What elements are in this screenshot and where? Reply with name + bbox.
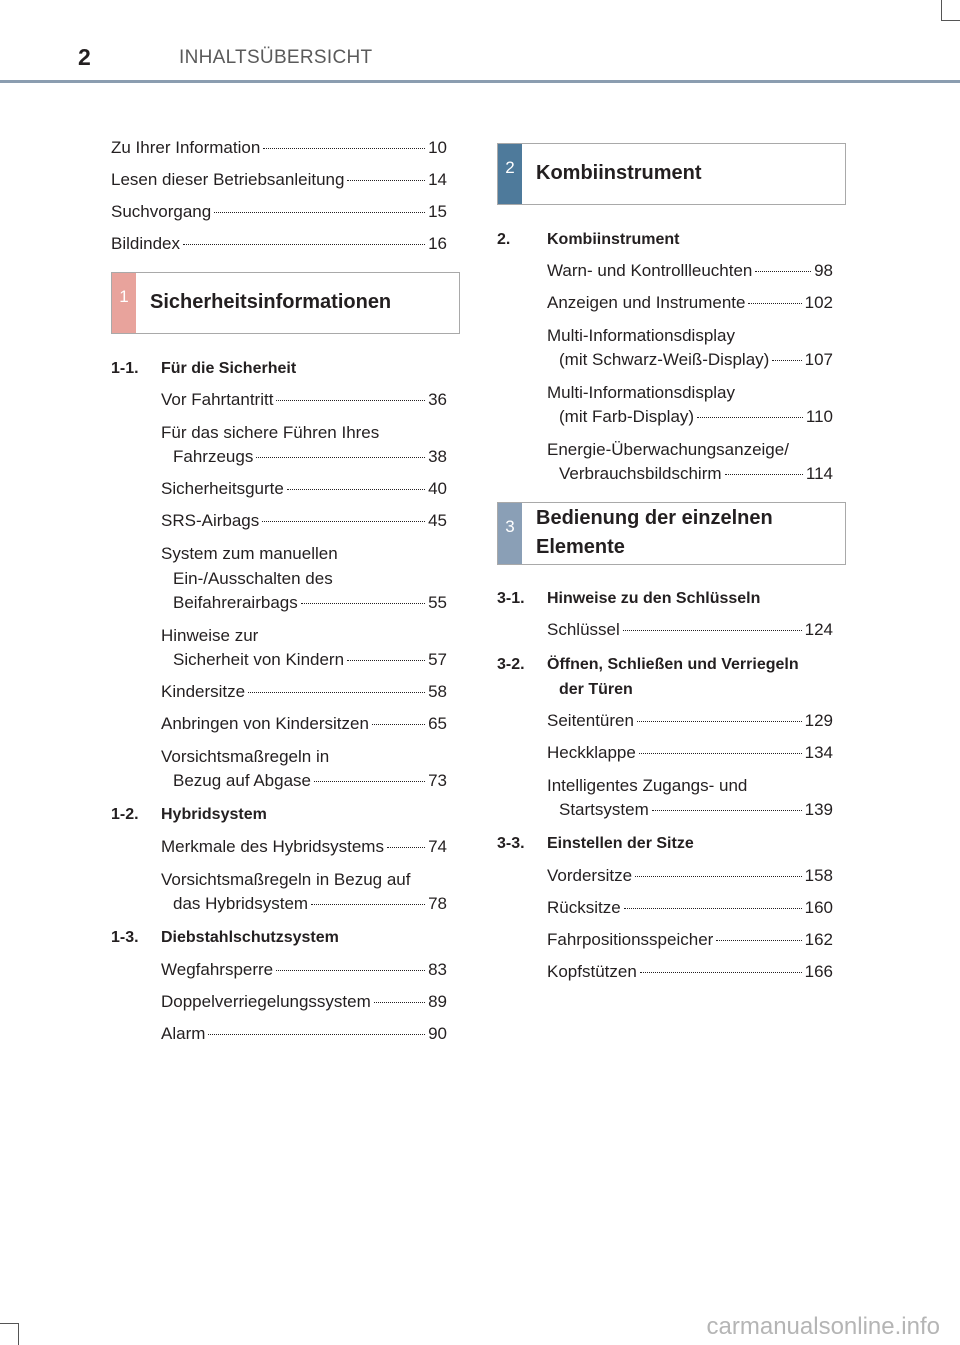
toc-entry[interactable]: Anzeigen und Instrumente 102 xyxy=(547,293,833,312)
toc-entry[interactable]: Suchvorgang 15 xyxy=(111,202,447,221)
toc-entry[interactable]: Fahrzeugs 38 xyxy=(173,447,447,466)
chapter-tab: 3 xyxy=(498,503,522,564)
chapter-title: Bedienung der einzelnen xyxy=(536,507,773,529)
toc-entry[interactable]: Heckklappe 134 xyxy=(547,743,833,762)
toc-entry-line: Intelligentes Zugangs- und xyxy=(547,776,748,795)
crop-mark xyxy=(941,0,942,20)
toc-entry[interactable]: Vor Fahrtantritt 36 xyxy=(161,390,447,409)
toc-entry[interactable]: Beifahrerairbags 55 xyxy=(173,593,447,612)
watermark: carmanualsonline.info xyxy=(706,1313,940,1340)
toc-entry[interactable]: Lesen dieser Betriebsanleitung 14 xyxy=(111,170,447,189)
toc-entry[interactable]: das Hybridsystem 78 xyxy=(173,894,447,913)
chapter-title: Elemente xyxy=(536,536,625,558)
header-divider xyxy=(0,80,960,83)
crop-mark xyxy=(0,1323,18,1324)
crop-mark xyxy=(18,1323,19,1345)
section-heading-line: der Türen xyxy=(559,681,633,698)
toc-entry[interactable]: Kopfstützen 166 xyxy=(547,962,833,981)
toc-entry[interactable]: Verbrauchsbildschirm 114 xyxy=(559,464,833,483)
toc-entry[interactable]: Sicherheit von Kindern 57 xyxy=(173,650,447,669)
toc-entry[interactable]: Rücksitze 160 xyxy=(547,898,833,917)
toc-entry[interactable]: Alarm 90 xyxy=(161,1024,447,1043)
toc-entry-line: Energie-Überwachungsanzeige/ xyxy=(547,440,789,459)
toc-entry[interactable]: Kindersitze 58 xyxy=(161,682,447,701)
page-number: 2 xyxy=(78,44,91,70)
chapter-2-header[interactable] xyxy=(497,143,846,205)
chapter-tab: 1 xyxy=(112,273,136,333)
toc-entry-line: Für das sichere Führen Ihres xyxy=(161,423,380,442)
toc-entry[interactable]: Doppelverriegelungssystem 89 xyxy=(161,992,447,1011)
toc-entry[interactable]: Seitentüren 129 xyxy=(547,711,833,730)
chapter-title: Sicherheitsinformationen xyxy=(150,291,392,313)
toc-entry[interactable]: (mit Schwarz-Weiß-Display) 107 xyxy=(559,350,833,369)
page-title: INHALTSÜBERSICHT xyxy=(179,47,373,68)
toc-entry-line: Ein-/Ausschalten des xyxy=(173,569,333,588)
chapter-3-header[interactable] xyxy=(497,502,846,565)
toc-entry[interactable]: Bildindex 16 xyxy=(111,234,447,253)
toc-entry[interactable]: Bezug auf Abgase 73 xyxy=(173,771,447,790)
toc-entry[interactable]: Sicherheitsgurte 40 xyxy=(161,479,447,498)
toc-entry-line: Vorsichtsmaßregeln in Bezug auf xyxy=(161,870,411,889)
toc-entry-line: Hinweise zur xyxy=(161,626,259,645)
crop-mark xyxy=(941,20,960,21)
toc-entry[interactable]: Wegfahrsperre 83 xyxy=(161,960,447,979)
toc-entry[interactable]: (mit Farb-Display) 110 xyxy=(559,407,833,426)
toc-entry[interactable]: Warn- und Kontrollleuchten 98 xyxy=(547,261,833,280)
toc-entry[interactable]: SRS-Airbags 45 xyxy=(161,511,447,530)
toc-entry[interactable]: Fahrpositionsspeicher 162 xyxy=(547,930,833,949)
toc-entry[interactable]: Vordersitze 158 xyxy=(547,866,833,885)
toc-entry[interactable]: Zu Ihrer Information 10 xyxy=(111,138,447,157)
toc-entry-line: Vorsichtsmaßregeln in xyxy=(161,747,330,766)
chapter-tab: 2 xyxy=(498,144,522,204)
page-header xyxy=(0,0,960,84)
toc-entry[interactable]: Schlüssel 124 xyxy=(547,620,833,639)
toc-entry[interactable]: Merkmale des Hybridsystems 74 xyxy=(161,837,447,856)
toc-entry-line: System zum manuellen xyxy=(161,544,338,563)
toc-entry[interactable]: Startsystem 139 xyxy=(559,800,833,819)
chapter-title: Kombiinstrument xyxy=(536,162,702,184)
toc-entry-line: Multi-Informationsdisplay xyxy=(547,326,736,345)
chapter-1-header[interactable] xyxy=(111,272,460,334)
toc-entry[interactable]: Anbringen von Kindersitzen 65 xyxy=(161,714,447,733)
toc-entry-line: Multi-Informationsdisplay xyxy=(547,383,736,402)
